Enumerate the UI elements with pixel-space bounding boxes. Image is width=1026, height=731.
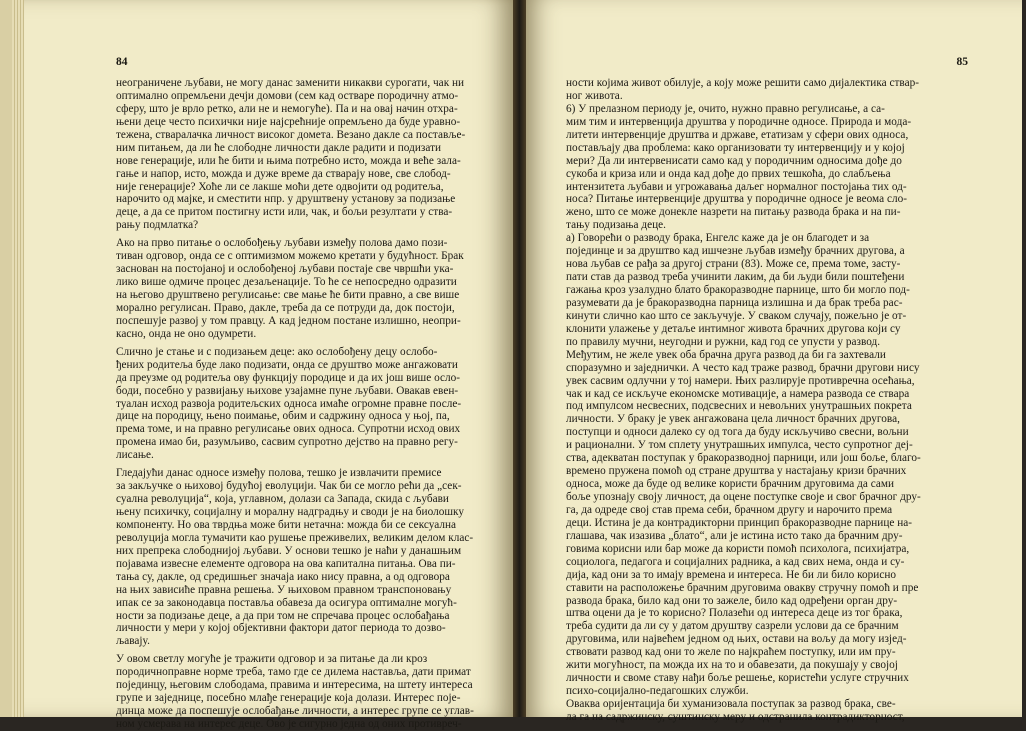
text-line: дице на породицу, њено поимање, обим и садржину односа у њој, па,: [116, 410, 450, 423]
text-line: разумевати да је бракоразводна парница излишна и да брак треба рас-: [566, 296, 903, 309]
text-line: групе и заједнице, посебно млађе генерације која долази. Интерес поје-: [116, 692, 461, 705]
text-line: поспешује развој у том правцу. А кад једном постане излишно, неопри-: [116, 314, 461, 327]
text-line: Међутим, не желе увек оба брачна друга развод да би га захтевали: [566, 348, 886, 361]
text-line: није генерације? Хоће ли се лакше моћи дете одвојити од родитеља,: [116, 180, 444, 193]
text-line: Ако на прво питање о ослобођењу љубави између полова дамо пози-: [116, 237, 448, 250]
text-line: личности и своме ставу нађи боље решење, користећи услуге стручних: [566, 672, 909, 685]
text-line: морално регулисан. Право, дакле, треба да се потруди да, док постоји,: [116, 301, 455, 314]
text-line: боље упознају своју личност, да оцене поступке своје и свог брачног дру-: [566, 491, 921, 503]
text-line: психо-социјално-педагошких служби.: [566, 685, 749, 698]
text-line: личности. У браку је увек ангажована цела личност брачних другова,: [566, 413, 900, 426]
text-line: неограничене љубави, не могу данас заменити никакви сурогати, чак ни: [116, 77, 465, 89]
text-line: литети интервенције друштва и државе, етатизам у сфери ових односа,: [566, 128, 909, 141]
text-line: мим тим и интервенција друштва у породичне односе. Природа и мода-: [566, 115, 912, 128]
text-line: личности у мери у којој објективни фактори датог периода то дозво-: [116, 622, 446, 635]
text-line: тања су, дакле, од средишњег значаја иако нису правна, а од одговора: [116, 570, 450, 583]
text-line: оптимално опремљени дечји домови (сем кад остваре породичну атмо-: [116, 89, 459, 102]
text-line: ности за подизање деце, а да при том не спречава процес ослобађања: [116, 609, 450, 622]
text-line: ђених родитеља буде лако подизати, онда се друштво може ангажовати: [116, 358, 458, 371]
text-line: га, да одреде свој став према себи, брачном другу и нарочито према: [566, 503, 893, 516]
text-line: за закључке о њиховој будућој еволуцији. Чак би се могло рећи да „сек-: [116, 480, 462, 493]
text-line: ном усмерава на интерес деце. Ово је сигурно једна од оних противреч-: [116, 718, 462, 730]
text-line: увек сасвим одлучни у тој намери. Њих разлирује противречна осећања,: [566, 374, 915, 387]
text-line: револуција могла тумачити као рушење преживелих, великим делом клас-: [116, 531, 474, 544]
text-line: жити могућност, па можда их на то и обавезати, да покушају у својој: [566, 659, 898, 672]
text-line: односа, може да буде од велике користи брачним друговима да сами: [566, 478, 895, 491]
text-line: туалан исход развоја родитељских односа имаће огромне правне после-: [116, 397, 462, 410]
text-line: У овом светлу могуће је тражити одговор и за питање да ли кроз: [116, 653, 428, 666]
text-line: них препрека слободнијој љубави. У основи тешко је наћи у данашњим: [116, 544, 462, 557]
text-line: ног живота.: [566, 89, 623, 102]
text-line: дија, кад они за то имају времена и интереса. Не би ли било корисно: [566, 568, 897, 581]
text-line: кинути слично као што се закључује. У сваком случају, пожељно је от-: [566, 309, 907, 322]
text-line: боди, посебно у развијању њихове узајамне пуне љубави. Овакав евен-: [116, 384, 459, 397]
text-line: лико више одмиче процес дезаљенације. То ће се непосредно одразити: [116, 276, 457, 289]
text-line: лисање.: [116, 449, 154, 462]
text-line: нарочито од мајке, и сместити нпр. у друштвену установу за подизање: [116, 193, 456, 206]
text-line: под импулсом несвесних, подсвесних и невољних унутрашњих покрета: [566, 400, 912, 413]
text-line: динца може да поспешује ослобађање личности, а интерес групе се углав-: [116, 705, 474, 718]
text-line: компоненту. Но ова тврдња може бити нетачна: можда би се сексуална: [116, 518, 457, 531]
text-line: ипак се за законодавца поставља обавеза да осигура оптималне могућ-: [116, 596, 457, 609]
text-line: пати став да развод треба учинити лаким, да би људи били поштеђени: [566, 271, 905, 284]
text-line: треба судити да ли су у датом друштву сазрели услови да се брачним: [566, 620, 899, 633]
text-line: сферу, што је врло ретко, али не и немогуће). Па и на овај начин отхра-: [116, 102, 458, 115]
text-line: а) Говорећи о разводу брака, Енгелс каже да је он благодет и за: [566, 232, 870, 245]
text-line: социолога, педагога и социјалних радника, а кад свих нема, онда и су-: [566, 555, 905, 568]
text-line: тиван одговор, онда се с оптимизмом можемо кретати у будућност. Брак: [116, 250, 464, 263]
text-line: суална револуција“, која, углавном, долази са Запада, скида с љубави: [116, 493, 449, 506]
book-gutter: [513, 0, 526, 717]
text-line: ла га на садржинску, суштинску меру и одстранила контрадикторност,: [566, 710, 905, 723]
text-line: промена имао би, разумљиво, сасвим супротно дејство на правно регу-: [116, 436, 458, 449]
text-line: ности којима живот обилује, а коју може решити само дијалектика ствар-: [566, 77, 920, 89]
text-line: ствовати развод кад они то желе по најкраћем поступку, или им пру-: [566, 646, 896, 659]
text-line: Слично је стање и с подизањем деце: ако ослобођену децу ослобо-: [116, 345, 438, 358]
text-line: појединце и за друштво кад ишчезне љубав између брачних другова, а: [566, 245, 905, 258]
text-line: Гледајући данас односе између полова, тешко је извлачити премисе: [116, 467, 442, 480]
text-line: по правилу мучни, неугодни и ружни, кад год се упусти у развод.: [566, 335, 881, 348]
text-line: љавају.: [116, 635, 150, 648]
left-page: [0, 0, 513, 730]
text-line: штва оцени да је то корисно? Полазећи од интереса деце из тог брака,: [566, 607, 903, 620]
text-line: жено, што се може донекле назрети на питању развода брака и на пи-: [566, 206, 901, 219]
text-line: нова љубав се рађа за другој страни (83). Може се, према томе, засту-: [566, 258, 901, 271]
text-line: деце, а да се притом постигну исти или, чак, и бољи резултати у ства-: [116, 206, 453, 219]
text-line: сукоба и криза или и онда кад дође до првих тешкоћа, до слабљења: [566, 167, 891, 180]
text-line: развода брака, било кад они то зажеле, било кад одређени орган дру-: [566, 594, 898, 607]
text-line: на његово друштвено регулисање: све мање ће бити правно, а све више: [116, 289, 460, 301]
text-line: појавама извесне елементе одговора на ова капитална питања. Ова пи-: [116, 557, 456, 570]
text-line: гање и напор, исто, можда и дуже време да стварају нове, све слобод-: [116, 167, 451, 180]
text-line: друговима, или највећем једном од њих, остави на вољу да могу изјед-: [566, 633, 907, 646]
right-page-number: 85: [956, 56, 968, 68]
text-line: нове генерације, или ће бити и њима потребно исто, можда и веће зала-: [116, 154, 461, 167]
text-line: на њих зависиће правна решења. У њиховом правном транспоновању: [116, 583, 452, 596]
text-line: њену психичку, социјалну и моралну надградњу и своди је на биолошку: [116, 506, 465, 518]
right-page-text: [566, 77, 1002, 724]
left-page-number: 84: [116, 56, 128, 68]
text-line: тежена, стваралачка личност високог домета. Везано дакле са поставље-: [116, 128, 466, 141]
text-line: интензитета љубави и угрожавања даљег нормалног постојања тих од-: [566, 180, 907, 193]
text-line: касно, онда не оно одумрети.: [116, 327, 257, 340]
page-edges: [12, 0, 24, 717]
text-line: да преузме од родитеља ову функцију породице и да их још више осло-: [116, 371, 461, 384]
text-line: споразумно и заједнички. А често кад траже развод, брачни другови нису: [566, 361, 920, 374]
text-line: поступци и односи далеко су од тога да буду искључиво свесни, вољни: [566, 426, 909, 439]
text-line: тању подизања деце.: [566, 219, 666, 232]
text-line: носа? Питање интервенције друштва у породичне односе је веома сло-: [566, 193, 908, 206]
text-line: Оваква оријентација би хуманизовала поступак за развод брака, све-: [566, 698, 896, 710]
text-line: клонити улажење у детаље интимног живота брачних другова који су: [566, 322, 901, 335]
text-line: према томе, и на правно регулисање ових односа. Супротни исход ових: [116, 423, 461, 436]
text-line: и рационални. У том сплету унутрашњих импулса, често супротног деј-: [566, 439, 913, 452]
left-page-text: [116, 77, 480, 731]
text-line: гажања кроз узалудно блато бракоразводне парнице, што би могло под-: [566, 284, 910, 296]
text-line: постављају два проблема: како организовати ту интервенцију и у којој: [566, 141, 905, 154]
text-line: 6) У прелазном периоду је, очито, нужно правно регулисање, а са-: [566, 102, 885, 115]
text-line: времено пружена помоћ од стране друштва у настајању кризи брачних: [566, 465, 907, 478]
text-line: заснован на постојаној и ослобођеној љубави постаје све чвршћи ука-: [116, 263, 454, 276]
right-page: [526, 0, 1026, 723]
text-line: ним питањем, да ли ће слободне личности дакле радити и подизати: [116, 141, 442, 154]
text-line: појединцу, његовим слободама, правима и интересима, на штету интереса: [116, 679, 473, 692]
text-line: говима корисни или бар може да користи помоћ психолога, психијатра,: [566, 542, 910, 555]
text-line: ства, адекватан поступак у бракоразводној парници, или још боље, благо-: [566, 452, 921, 465]
text-line: мери? Да ли интервенисати само кад у породичним односима дође до: [566, 154, 902, 167]
text-line: глашава, чак изазива „блато“, али је истина исто тако да брачним дру-: [566, 529, 903, 542]
text-line: чак и кад се искључе економске мотивације, а намера развода се ствара: [566, 387, 910, 400]
text-line: породичноправне норме треба, тамо где се дилема наставља, дати примат: [116, 666, 471, 679]
text-line: ставити на расположење брачним друговима овакву стручну помоћ и пре: [566, 581, 919, 594]
text-line: рању подмлатка?: [116, 219, 199, 232]
text-line: њени деце често психички није најсрећније опремљено да буде уравно-: [116, 115, 461, 128]
text-line: деци. Истина је да контрадикторни принцип бракоразводне парнице на-: [566, 516, 913, 529]
